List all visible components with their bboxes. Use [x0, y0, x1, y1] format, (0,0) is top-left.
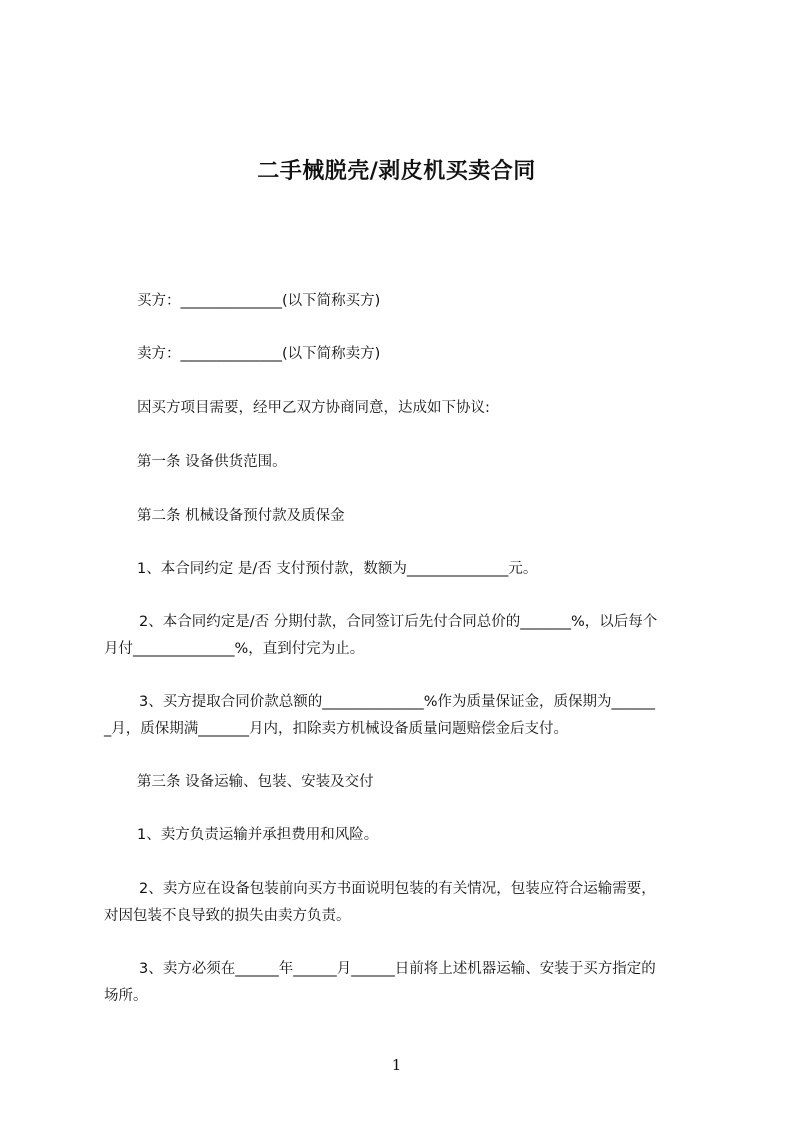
page-number: 1: [391, 1056, 402, 1074]
article-3-item-2-line-1: 2、卖方应在设备包装前向买方书面说明包装的有关情况，包装应符合运输需要，: [139, 881, 656, 897]
article-3-heading: 第三条 设备运输、包装、安装及交付: [137, 774, 374, 790]
article-3-item-3-line-1: 3、卖方必须在______年______月______日前将上述机器运输、安装于买方指定的: [139, 961, 656, 977]
buyer-line: 买方：______________(以下简称买方): [137, 293, 381, 309]
article-2-item-3-line-2: _月，质保期满_______月内，扣除卖方机械设备质量问题赔偿金后支付。: [104, 721, 568, 737]
article-2-heading: 第二条 机械设备预付款及质保金: [137, 508, 345, 524]
article-2-item-2-line-1: 2、本合同约定是/否 分期付款，合同签订后先付合同总价的_______%，以后每个: [139, 614, 658, 630]
article-2-item-2-line-2: 月付______________%，直到付完为止。: [104, 641, 365, 657]
article-3-item-1: 1、卖方负责运输并承担费用和风险。: [137, 827, 379, 843]
article-2-item-3-line-1: 3、买方提取合同价款总额的______________%作为质量保证金，质保期为______: [139, 694, 656, 710]
article-3-item-3-line-2: 场所。: [104, 988, 148, 1004]
article-2-item-1: 1、本合同约定 是/否 支付预付款，数额为______________元。: [137, 561, 538, 577]
document-title: 二手械脱壳/剥皮机买卖合同: [257, 158, 536, 184]
article-1-heading: 第一条 设备供货范围。: [137, 454, 287, 470]
intro-paragraph: 因买方项目需要，经甲乙双方协商同意，达成如下协议:: [137, 400, 490, 416]
seller-line: 卖方：______________(以下简称卖方): [137, 346, 381, 362]
article-3-item-2-line-2: 对因包装不良导致的损失由卖方负责。: [104, 908, 351, 924]
